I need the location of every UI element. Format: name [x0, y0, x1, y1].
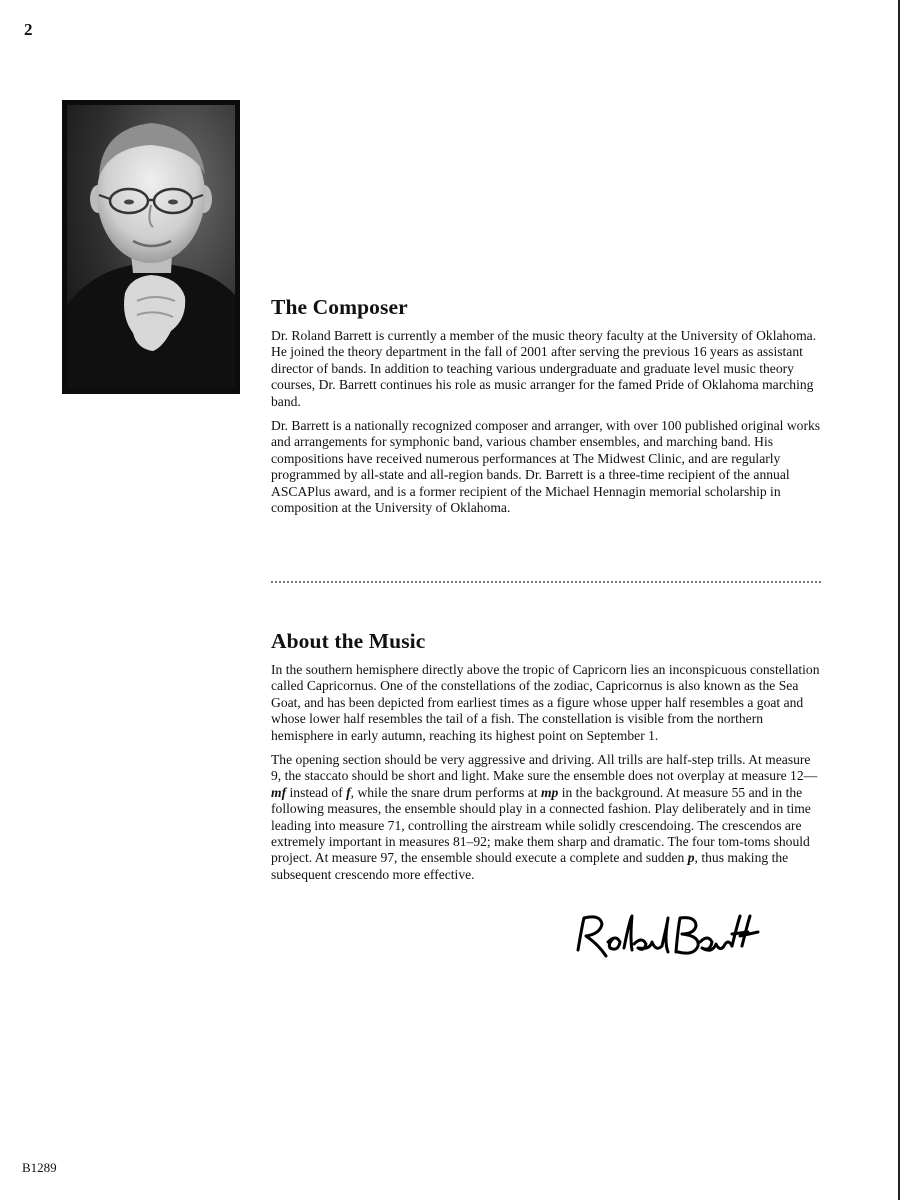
composer-signature	[572, 908, 762, 968]
music-text-segment: , thus making the subsequent crescendo more effective.	[271, 850, 789, 882]
composer-heading: The Composer	[271, 295, 408, 319]
composer-photo	[62, 100, 240, 394]
music-paragraph-2	[271, 752, 823, 883]
composer-portrait-image	[67, 105, 235, 389]
section-divider	[271, 581, 821, 583]
composer-paragraph-2: Dr. Barrett is a nationally recognized composer and arranger, with over 100 published original works and arrangements for symphonic band, various chamber ensembles, and marching band. His compositions have received numerous performances at The Midwest Clinic, and are regularly programmed by all-state and all-region bands. Dr. Barrett is a three-time recipient of the annual ASCAPlus award, and is a former recipient of the Michael Hennagin memorial scholarship in composition at the University of Oklahoma.	[271, 418, 821, 516]
music-text-segment: instead of	[286, 784, 347, 800]
dynamic-marking: mf	[271, 784, 287, 800]
page-number: 2	[24, 20, 33, 39]
music-text-segment: in the background. At measure 55 and in the following measures, the ensemble should play in a connected fashion. Play deliberately and in time leading into measure 71, controlling the airstream while solidly crescendoing. The crescendos are extremely important in measures 81–92; make them sharp and dramatic. The four tom-toms should project. At measure 97, the ensemble should execute a complete and sudden	[271, 784, 811, 866]
music-text-segment: The opening section should be very aggressive and driving. All trills are half-step trills. At measure 9, the staccato should be short and light. Make sure the ensemble does not overplay at measure 12—	[271, 752, 818, 784]
composer-bio	[271, 328, 823, 524]
catalog-code: B1289	[22, 1160, 57, 1175]
music-heading: About the Music	[271, 629, 426, 653]
composer-paragraph-1: Dr. Roland Barrett is currently a member of the music theory faculty at the University of Oklahoma. He joined the theory department in the fall of 2001 after serving the previous 16 years as assistant director of bands. In addition to teaching various undergraduate and graduate level music theory courses, Dr. Barrett continues his role as music arranger for the famed Pride of Oklahoma marching band.	[271, 328, 817, 409]
music-paragraph-1: In the southern hemisphere directly above the tropic of Capricorn lies an inconspicuous constellation called Capricornus. One of the constellations of the zodiac, Capricornus is also known as the Sea Goat, and has been depicted from earliest times as a figure whose upper half resembles a goat and whose lower half resembles the tail of a fish. The constellation is visible from the northern hemisphere in early autumn, reaching its highest point on September 1.	[271, 662, 820, 743]
dynamic-marking: p	[687, 850, 695, 866]
dynamic-marking: mp	[540, 784, 559, 800]
music-notes	[271, 662, 823, 891]
dynamic-marking: f	[346, 784, 351, 800]
music-text-segment: , while the snare drum performs at	[350, 784, 541, 800]
